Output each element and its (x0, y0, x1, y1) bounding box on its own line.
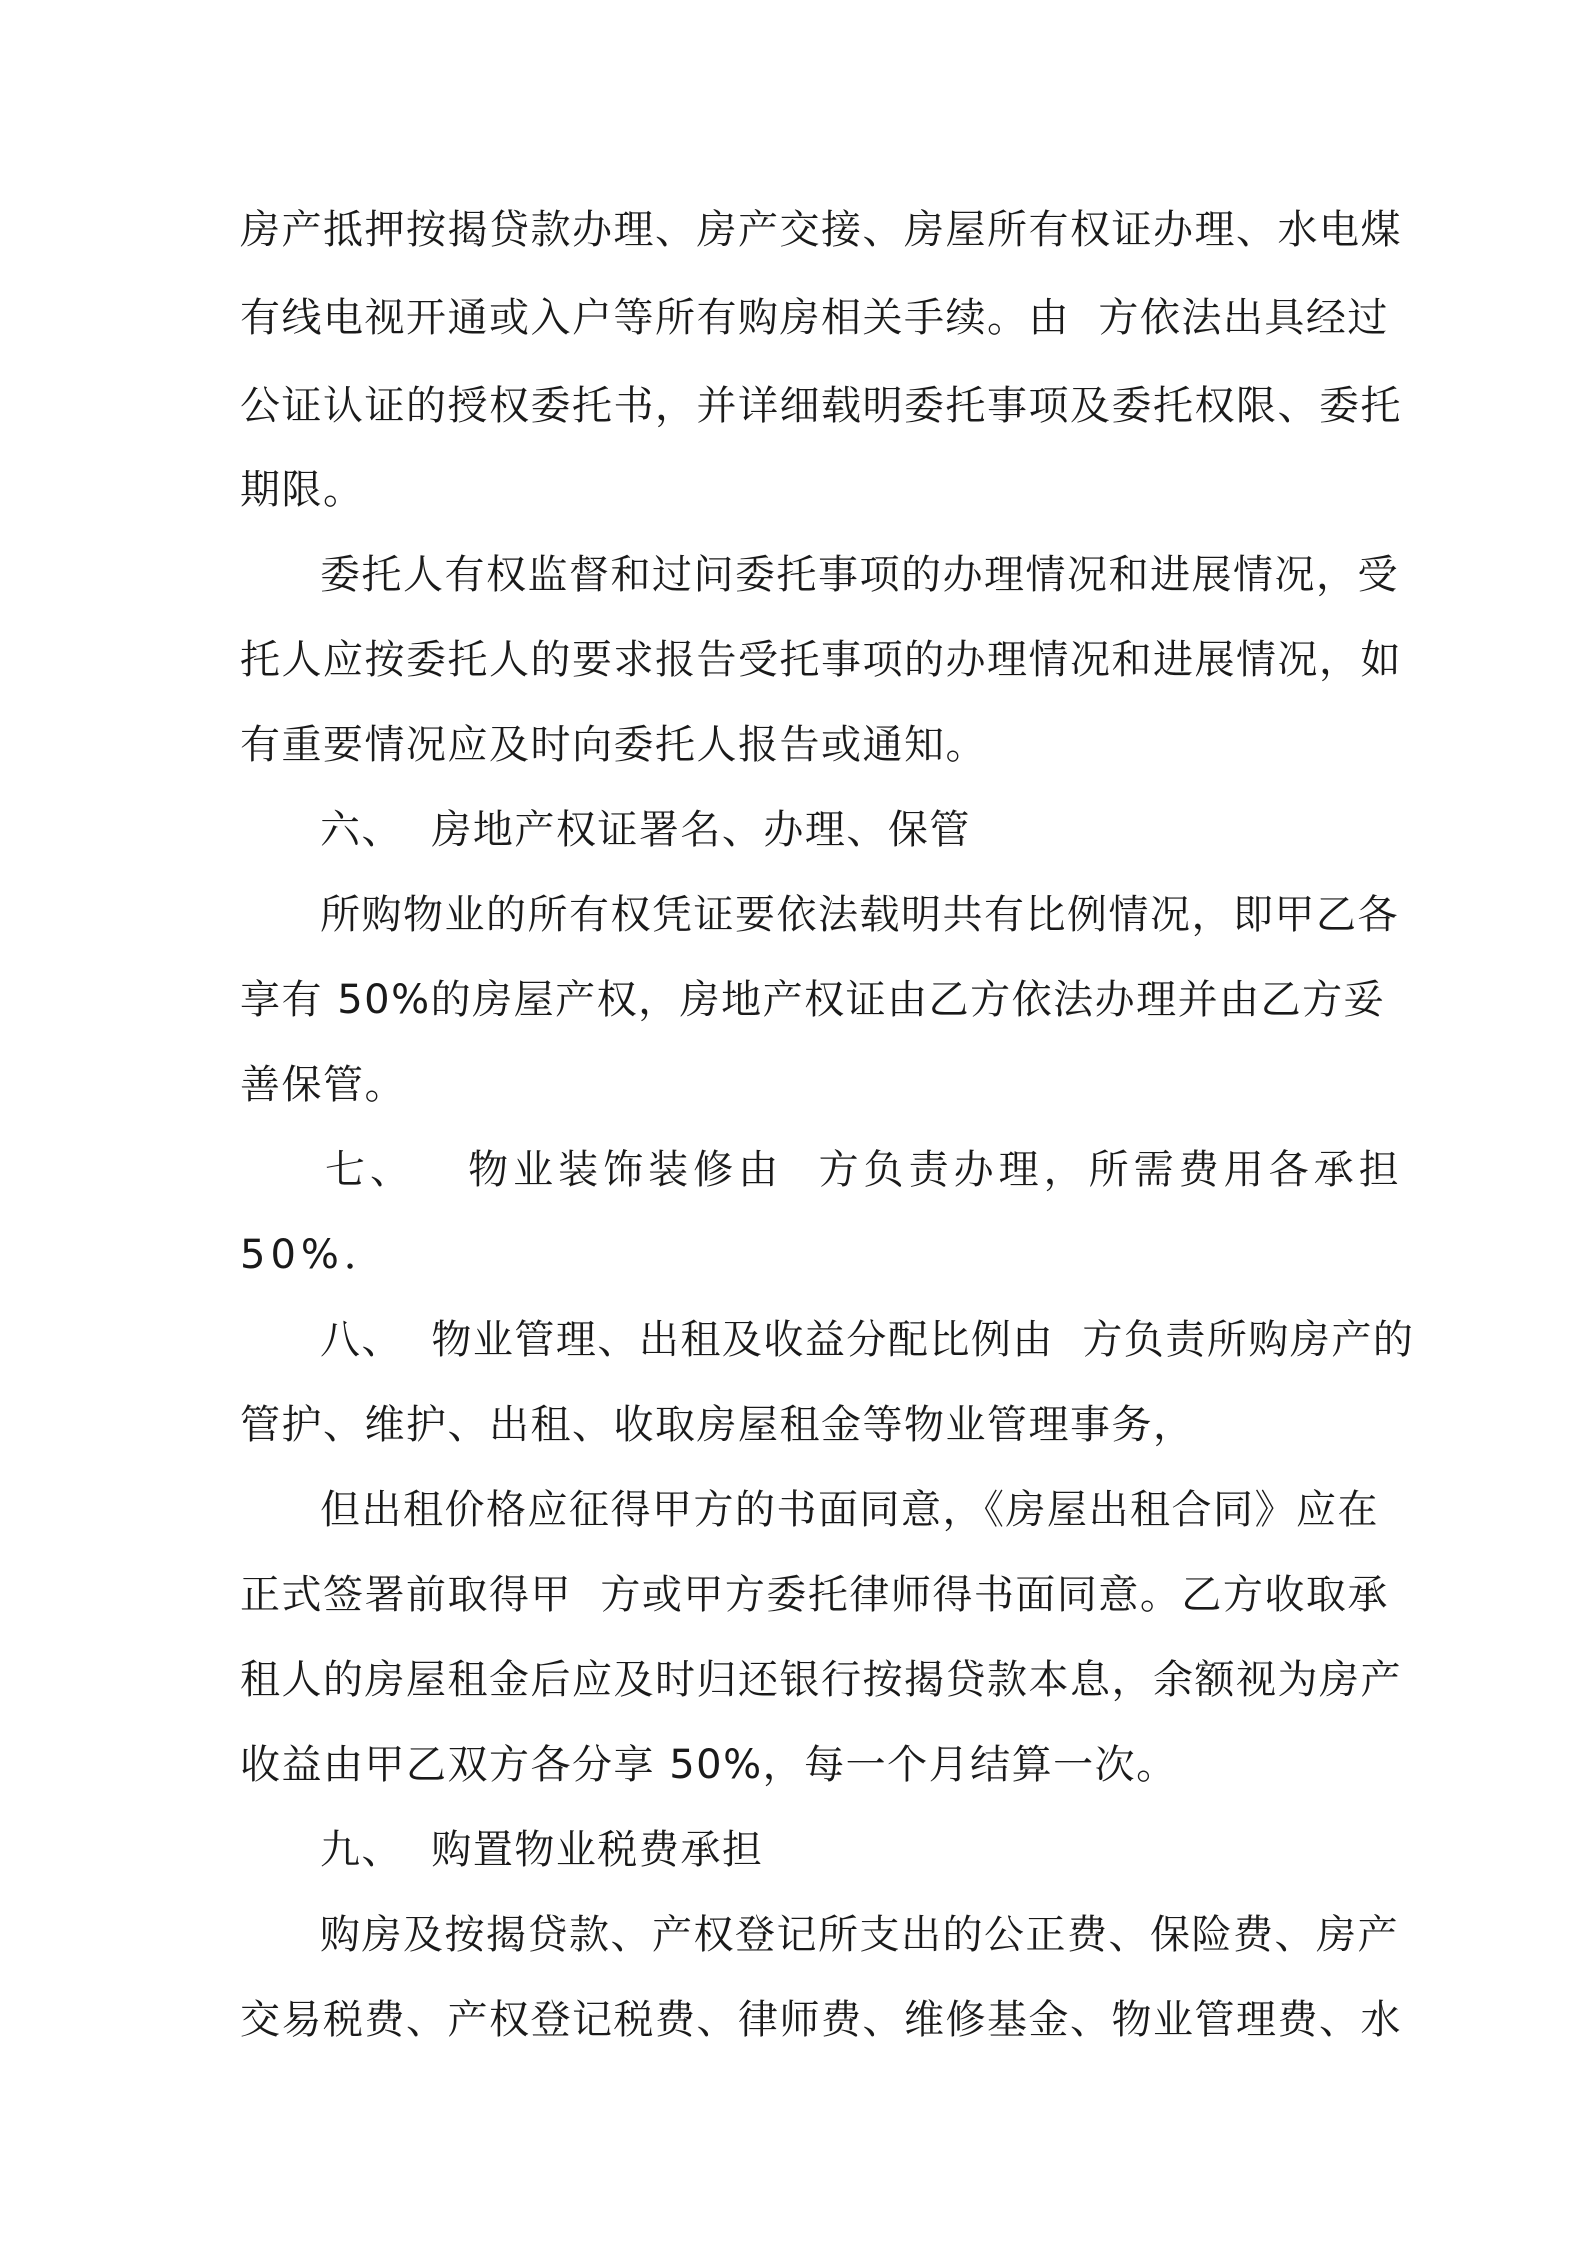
paragraph-line: 房产抵押按揭贷款办理、房产交接、房屋所有权证办理、水电煤 (240, 207, 1402, 253)
section-heading-nine: 九、 购置物业税费承担 (320, 1827, 764, 1873)
paragraph-line: 善保管。 (240, 1062, 406, 1108)
paragraph-line: 期限。 (240, 467, 365, 513)
paragraph-line: 租人的房屋租金后应及时归还银行按揭贷款本息，余额视为房产 (240, 1657, 1402, 1703)
paragraph-line: 有线电视开通或入户等所有购房相关手续。由 方依法出具经过 (240, 295, 1389, 341)
section-heading-six: 六、 房地产权证署名、办理、保管 (320, 807, 971, 853)
paragraph-line: 50%． (240, 1232, 389, 1278)
paragraph-line: 托人应按委托人的要求报告受托事项的办理情况和进展情况，如 (240, 637, 1402, 683)
paragraph-line: 正式签署前取得甲 方或甲方委托律师得书面同意。乙方收取承 (240, 1572, 1389, 1618)
paragraph-line: 收益由甲乙双方各分享 50%，每一个月结算一次。 (240, 1742, 1178, 1788)
paragraph-line: 有重要情况应及时向委托人报告或通知。 (240, 722, 987, 768)
paragraph-line: 公证认证的授权委托书，并详细载明委托事项及委托权限、委托 (240, 383, 1402, 429)
paragraph-line: 管护、维护、出租、收取房屋租金等物业管理事务， (240, 1402, 1195, 1448)
paragraph-line: 交易税费、产权登记税费、律师费、维修基金、物业管理费、水 (240, 1997, 1402, 2043)
paragraph-line: 享有 50%的房屋产权，房地产权证由乙方依法办理并由乙方妥 (240, 977, 1386, 1023)
section-heading-eight: 八、 物业管理、出租及收益分配比例由 方负责所购房产的 (320, 1317, 1415, 1363)
paragraph-line: 所购物业的所有权凭证要依法载明共有比例情况，即甲乙各 (320, 892, 1399, 938)
paragraph-line: 但出租价格应征得甲方的书面同意，《房屋出租合同》应在 (320, 1487, 1379, 1533)
paragraph-line: 购房及按揭贷款、产权登记所支出的公正费、保险费、房产 (320, 1912, 1399, 1958)
section-heading-seven: 七、 物业装饰装修由 方负责办理，所需费用各承担 (325, 1147, 1404, 1193)
paragraph-line: 委托人有权监督和过问委托事项的办理情况和进展情况，受 (320, 552, 1399, 598)
